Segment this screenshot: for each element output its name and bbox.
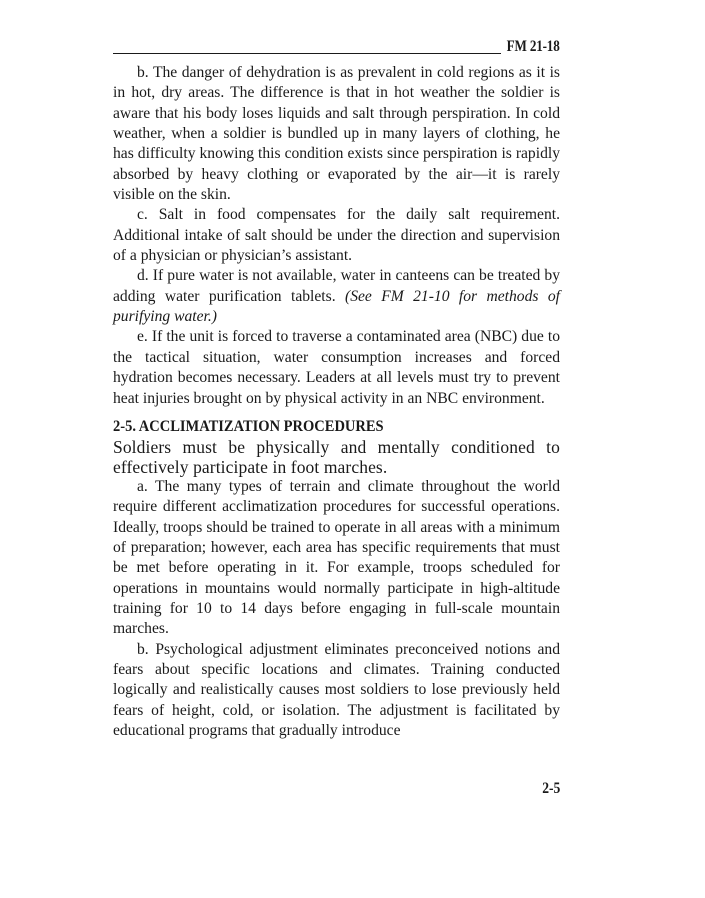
fm-reference: (See FM 21-10 for methods of purifying water.): [113, 287, 560, 326]
page-header: [113, 34, 560, 56]
section-heading: 2-5. ACCLIMATIZATION PROCEDURES: [113, 417, 384, 435]
paragraph-b-psychological: b. Psychological adjustment eliminates preconceived notions and fears about specific locations and climates. Training conducted logically and realistically causes most soldiers to lose previously held fears of height, cold, or isolation. The adjustment is facilitated by educational programs that gradually introduce: [113, 640, 560, 739]
paragraph-d-text: d. If pure water is not available, water in canteens can be treated by adding water purification tablets.: [113, 267, 560, 305]
page-body: [113, 63, 560, 741]
paragraph-b-dehydration: b. The danger of dehydration is as prevalent in cold regions as it is in hot, dry areas. The difference is that in hot weather the soldier is aware that his body loses liquids and salt through perspiration. In cold weather, when a soldier is bundled up in many layers of clothing, he has difficulty knowing this condition exists since perspiration is rapidly absorbed by heavy clothing or evaporated by the air—it is rarely visible on the skin.: [113, 64, 560, 204]
paragraph-a-terrain: a. The many types of terrain and climate throughout the world require different acclimatization procedures for successful operations. Ideally, troops should be trained to operate in all areas with a minimum of preparation; however, each area has specific requirements that must be met before operating in it. For example, troops scheduled for operations in mountains would normally participate in high-altitude training for 10 to 14 days before engaging in full-scale mountain marches.: [113, 477, 560, 638]
section-lead: Soldiers must be physically and mentally conditioned to effectively participate in foot marches.: [113, 436, 560, 477]
paragraph-e-nbc: e. If the unit is forced to traverse a contaminated area (NBC) due to the tactical situation, water consumption increases and forced hydration becomes necessary. Leaders at all levels must try to prevent heat injuries brought on by physical activity in an NBC environment.: [113, 328, 560, 407]
paragraph-d-purification: [113, 266, 560, 327]
document-code: FM 21-18: [507, 38, 560, 55]
header-rule: [113, 53, 501, 54]
paragraph-c-salt: c. Salt in food compensates for the daily salt requirement. Additional intake of salt should be under the direction and supervision of a physician or physician’s assistant.: [113, 206, 560, 265]
page-number: 2-5: [541, 780, 560, 797]
